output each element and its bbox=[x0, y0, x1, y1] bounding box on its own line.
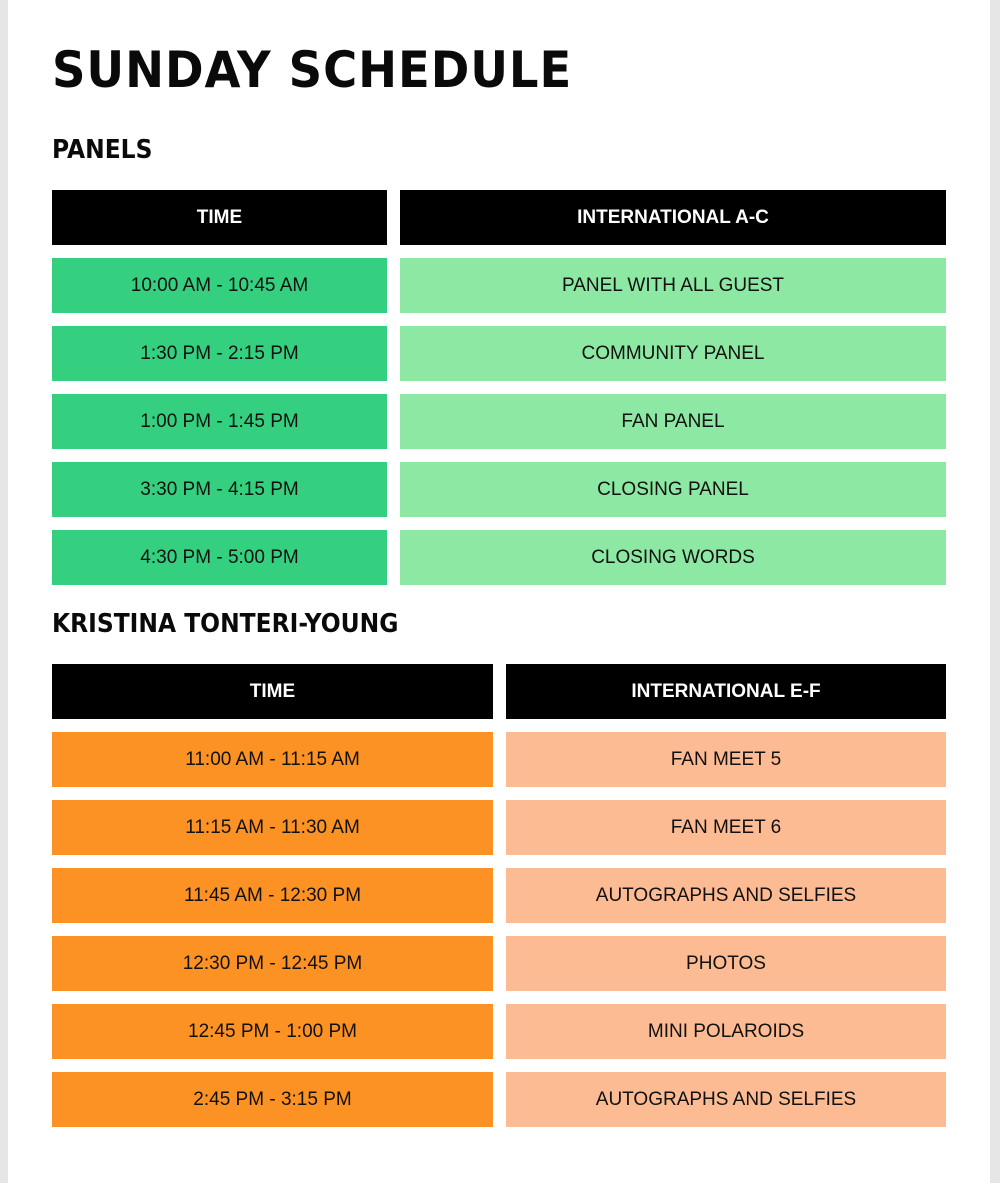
event-cell: COMMUNITY PANEL bbox=[400, 326, 946, 381]
time-cell: 3:30 PM - 4:15 PM bbox=[52, 462, 387, 517]
table-row bbox=[52, 394, 946, 449]
event-cell: CLOSING PANEL bbox=[400, 462, 946, 517]
guest-time-header: TIME bbox=[52, 664, 493, 719]
table-row bbox=[52, 258, 946, 313]
guest-header-row bbox=[52, 664, 946, 719]
time-cell: 12:30 PM - 12:45 PM bbox=[52, 936, 493, 991]
guest-table bbox=[52, 664, 946, 1140]
table-row bbox=[52, 868, 946, 923]
table-row bbox=[52, 1072, 946, 1127]
event-cell: FAN MEET 5 bbox=[506, 732, 946, 787]
time-cell: 2:45 PM - 3:15 PM bbox=[52, 1072, 493, 1127]
panels-time-header: TIME bbox=[52, 190, 387, 245]
event-cell: PHOTOS bbox=[506, 936, 946, 991]
event-cell: CLOSING WORDS bbox=[400, 530, 946, 585]
time-cell: 1:30 PM - 2:15 PM bbox=[52, 326, 387, 381]
panels-room-header: INTERNATIONAL A-C bbox=[400, 190, 946, 245]
table-row bbox=[52, 326, 946, 381]
time-cell: 11:15 AM - 11:30 AM bbox=[52, 800, 493, 855]
table-row bbox=[52, 800, 946, 855]
time-cell: 11:45 AM - 12:30 PM bbox=[52, 868, 493, 923]
event-cell: PANEL WITH ALL GUEST bbox=[400, 258, 946, 313]
time-cell: 12:45 PM - 1:00 PM bbox=[52, 1004, 493, 1059]
panels-table bbox=[52, 190, 946, 598]
schedule-page bbox=[8, 0, 990, 1183]
table-row bbox=[52, 462, 946, 517]
table-row bbox=[52, 732, 946, 787]
guest-heading: KRISTINA TONTERI-YOUNG bbox=[52, 609, 399, 639]
table-row bbox=[52, 530, 946, 585]
guest-room-header: INTERNATIONAL E-F bbox=[506, 664, 946, 719]
event-cell: AUTOGRAPHS AND SELFIES bbox=[506, 1072, 946, 1127]
table-row bbox=[52, 1004, 946, 1059]
event-cell: MINI POLAROIDS bbox=[506, 1004, 946, 1059]
panels-heading: PANELS bbox=[52, 135, 153, 165]
event-cell: FAN PANEL bbox=[400, 394, 946, 449]
time-cell: 4:30 PM - 5:00 PM bbox=[52, 530, 387, 585]
event-cell: FAN MEET 6 bbox=[506, 800, 946, 855]
time-cell: 11:00 AM - 11:15 AM bbox=[52, 732, 493, 787]
time-cell: 1:00 PM - 1:45 PM bbox=[52, 394, 387, 449]
time-cell: 10:00 AM - 10:45 AM bbox=[52, 258, 387, 313]
event-cell: AUTOGRAPHS AND SELFIES bbox=[506, 868, 946, 923]
page-title: SUNDAY SCHEDULE bbox=[52, 41, 573, 99]
panels-header-row bbox=[52, 190, 946, 245]
table-row bbox=[52, 936, 946, 991]
